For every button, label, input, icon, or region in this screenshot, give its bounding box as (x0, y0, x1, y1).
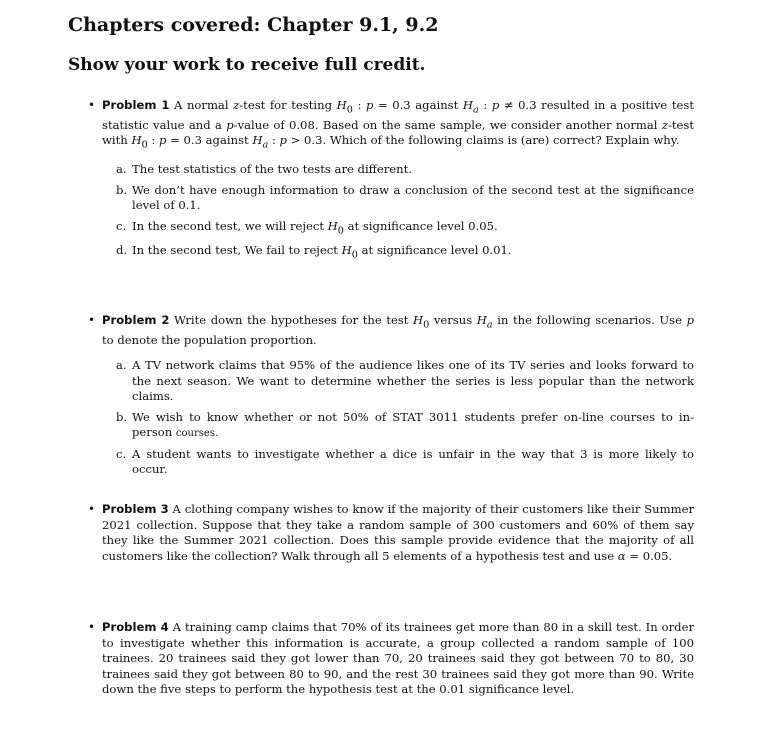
option-item (102, 219, 694, 239)
problem-text: A normal z-test for testing $H_0$ : p = 0.3 against $H_a$ : p ≠ 0.3 resulted in a positive test statistic value and a p-value of 0.08. Based on the same sample, we consider another normal z-test with $H_0$ : p = 0.3 against $H_a$ : p > 0.3. Which of the following claims is (are) correct? Explain why. (102, 98, 695, 151)
problem-text: Write down the hypotheses for the test $H_0$ versus $H_a$ in the following scenarios. Use p to denote the population proportion. (102, 313, 694, 347)
option-item (102, 243, 694, 263)
option-letter: c. (116, 446, 127, 461)
option-letter: b. (116, 182, 128, 197)
problem-text: A training camp claims that 70% of its trainees get more than 80 in a skill test. In order to investigate whether this information is accurate, a group collected a random sample of 100 trainees. 20 trainees said they got lower than 70, 20 trainees said they got between 70 to 80, 30 trainees said they got between 80 to 90, and the rest 30 trainees said they got more than 90. Write down the five steps to perform the hypothesis test at the 0.01 significance level. (102, 620, 694, 696)
bullet-icon: • (88, 313, 96, 327)
bullet-icon: • (88, 620, 96, 634)
problem-label: Problem 2 (102, 313, 170, 327)
option-text: The test statistics of the two tests are different. (132, 162, 412, 177)
problem-2 (88, 313, 694, 483)
instructions-heading: Show your work to receive full credit. (68, 55, 426, 75)
bullet-icon: • (88, 502, 96, 516)
problem-4 (88, 620, 694, 698)
option-item (102, 410, 694, 442)
option-text: A student wants to investigate whether a dice is unfair in the way that 3 is more likely to occur. (132, 446, 694, 477)
problem-label: Problem 3 (102, 502, 169, 516)
bullet-icon: • (88, 98, 96, 112)
problem-text: A clothing company wishes to know if the majority of their customers like their Summer 2021 collection. Suppose that they take a random sample of 300 customers and 60% of them say they like the Summer 2021 collection. Does this sample provide evidence that the majority of all customers like the collection? Walk through all 5 elements of a hypothesis test and use α = 0.05. (102, 502, 695, 563)
option-letter: a. (116, 358, 127, 373)
option-item (102, 447, 694, 478)
option-item (102, 183, 694, 214)
problem-label: Problem 1 (102, 98, 170, 112)
option-item (102, 358, 694, 405)
option-list (102, 162, 694, 263)
option-text: In the second test, we will reject $H_0$ at significance level 0.05. (132, 218, 498, 236)
option-letter: d. (116, 243, 128, 258)
chapters-heading: Chapters covered: Chapter 9.1, 9.2 (68, 14, 439, 36)
option-list (102, 358, 694, 478)
problem-label: Problem 4 (102, 620, 169, 634)
option-letter: b. (116, 409, 128, 424)
option-text: We don’t have enough information to draw a conclusion of the second test at the significance level of 0.1. (132, 182, 694, 213)
problem-3 (88, 502, 695, 564)
option-item (102, 162, 694, 178)
problem-1 (88, 98, 695, 268)
option-text: We wish to know whether or not 50% of STAT 3011 students prefer on-line courses to in-person courses. (132, 409, 694, 440)
option-letter: c. (116, 218, 127, 233)
option-text: In the second test, We fail to reject $H_0$ at significance level 0.01. (132, 243, 512, 261)
option-text: A TV network claims that 95% of the audience likes one of its TV series and looks forward to the next season. We want to determine whether the series is less popular than the network claims. (132, 358, 694, 404)
option-letter: a. (116, 162, 127, 177)
